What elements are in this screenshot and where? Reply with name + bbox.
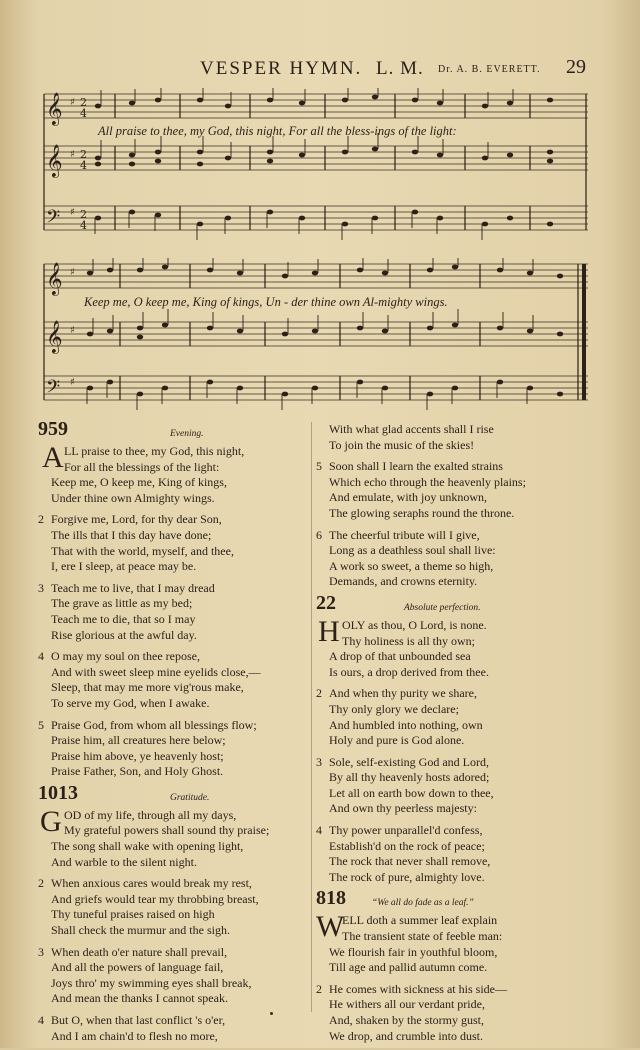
- verse-line: Under thine own Almighty wings.: [51, 490, 215, 505]
- music-staves-1: [40, 88, 588, 248]
- page-header: [0, 58, 640, 84]
- verse-line: And own thy peerless majesty:: [329, 801, 477, 816]
- verse-line: The transient state of feeble man:: [342, 929, 503, 944]
- verse-line: ELL doth a summer leaf explain: [342, 913, 498, 928]
- tune-title: VESPER HYMN.: [200, 58, 363, 79]
- verse-line: Let all on earth bow down to thee,: [329, 785, 494, 800]
- stanza-number: 2: [38, 512, 44, 527]
- stanza-number: 5: [38, 717, 44, 732]
- verse-line: He withers all our verdant pride,: [329, 997, 485, 1012]
- verse-line: Rise glorious at the awful day.: [51, 627, 197, 642]
- hymn-1013-stanza-2: [38, 876, 308, 938]
- hymn-1013-stanza-6: [316, 528, 606, 590]
- verse-line: My grateful powers shall sound thy praise;: [64, 823, 270, 838]
- svg-text:♯: ♯: [70, 149, 75, 160]
- verse-line: We drop, and crumble into dust.: [329, 1028, 484, 1043]
- hymn-1013-stanza-1: [38, 804, 308, 870]
- page-number: 29: [566, 56, 586, 78]
- svg-text:4: 4: [80, 107, 87, 120]
- verse-line: And with sweet sleep mine eyelids close,—: [51, 664, 261, 679]
- verse-line: Teach me to live, that I may dread: [51, 580, 215, 595]
- verse-line: Till age and pallid autumn come.: [329, 960, 488, 975]
- hymn-title: Gratitude.: [170, 792, 210, 803]
- verse-line: The grave as little as my bed;: [51, 596, 193, 611]
- verse-line: Praise Father, Son, and Holy Ghost.: [51, 764, 224, 779]
- drop-cap: W: [316, 910, 345, 944]
- hymn-959-header: [38, 418, 308, 444]
- hymn-title: “We all do fade as a leaf.”: [372, 898, 474, 909]
- column-divider: [311, 422, 312, 1012]
- stanza-number: 2: [316, 686, 322, 701]
- hymn-number: 1013: [38, 781, 78, 804]
- hymn-1013-continued-stanza-4: [316, 422, 606, 453]
- verse-line: And emulate, with joy unknown,: [329, 490, 487, 505]
- hymn-22-stanza-1: [316, 614, 606, 680]
- hymn-818-header: [316, 887, 606, 913]
- verse-line: To join the music of the skies!: [329, 437, 475, 452]
- hymn-number: 959: [38, 418, 68, 440]
- verse-line: And griefs would tear my throbbing breast,: [51, 891, 259, 906]
- stanza-number: 4: [316, 823, 322, 838]
- svg-text:♯: ♯: [70, 207, 75, 218]
- verse-line: Thy power unparallel'd confess,: [329, 823, 483, 838]
- verse-line: The rock that never shall remove,: [329, 854, 491, 869]
- verse-line: Praise him, all creatures here below;: [51, 733, 226, 748]
- svg-text:♯: ♯: [70, 325, 75, 336]
- svg-text:4: 4: [80, 219, 87, 232]
- verse-line: I, ere I sleep, at peace may be.: [51, 559, 197, 574]
- verse-line: Sleep, that may me more vig'rous make,: [51, 680, 244, 695]
- lyric-line-1: All praise to thee, my God, this night, For all the bless-ings of the light:: [98, 124, 457, 138]
- verse-line: The ills that I this day have done;: [51, 527, 212, 542]
- verse-line: O may my soul on thee repose,: [51, 649, 200, 664]
- hymn-1013-stanza-4: [38, 1013, 308, 1044]
- verse-line: A drop of that unbounded sea: [329, 649, 471, 664]
- music-system-1: [40, 88, 588, 248]
- verse-line: The rock of pure, almighty love.: [329, 869, 485, 884]
- verse-line: OD of my life, through all my days,: [64, 807, 237, 822]
- page-dot: [270, 1012, 273, 1015]
- verse-line: A work so sweet, a theme so high,: [329, 558, 494, 573]
- music-staves-2: [40, 258, 588, 418]
- verse-line: To serve my God, when I awake.: [51, 695, 210, 710]
- music-system-2: [40, 258, 588, 418]
- hymn-818-stanza-1: [316, 910, 606, 975]
- verse-line: And humbled into nothing, own: [329, 717, 483, 732]
- verse-line: The cheerful tribute will I give,: [329, 527, 480, 542]
- verse-line: Soon shall I learn the exalted strains: [329, 459, 503, 474]
- drop-cap: G: [40, 804, 62, 838]
- stanza-number: 2: [316, 981, 322, 996]
- hymn-959-stanza-4: [38, 649, 308, 711]
- verse-line: Sole, self-existing God and Lord,: [329, 754, 489, 769]
- verse-line: Thy tuneful praises raised on high: [51, 907, 215, 922]
- stanza-number: 6: [316, 527, 322, 542]
- verse-line: And all the powers of language fail,: [51, 960, 224, 975]
- stanza-number: 3: [316, 754, 322, 769]
- lyric-line-2: Keep me, O keep me, King of kings, Un - der thine own Al-mighty wings.: [84, 295, 448, 309]
- verse-line: Teach me to die, that so I may: [51, 611, 196, 626]
- hymn-number: 22: [316, 591, 336, 614]
- verse-line: We flourish fair in youthful bloom,: [329, 944, 498, 959]
- hymn-number: 818: [316, 887, 346, 910]
- composer: Dr. A. B. EVERETT.: [438, 64, 541, 75]
- stanza-number: 4: [38, 649, 44, 664]
- hymn-title: Absolute perfection.: [404, 602, 481, 613]
- verse-line: And mean the thanks I cannot speak.: [51, 991, 228, 1006]
- svg-text:𝄢: 𝄢: [46, 207, 61, 232]
- left-column: [38, 418, 308, 1050]
- stanza-number: 4: [38, 1013, 44, 1027]
- drop-cap: A: [42, 441, 64, 474]
- svg-text:𝄞: 𝄞: [46, 320, 63, 353]
- verse-line: When anxious cares would break my rest,: [51, 876, 252, 891]
- verse-line: Is ours, a drop derived from thee.: [329, 664, 489, 679]
- hymn-22-header: [316, 591, 606, 618]
- verse-line: LL praise to thee, my God, this night,: [64, 444, 245, 458]
- verse-line: And I am chain'd to flesh no more,: [51, 1028, 218, 1043]
- verse-line: Long as a deathless soul shall live:: [329, 543, 496, 558]
- svg-text:♯: ♯: [70, 97, 75, 108]
- verse-line: Joys thro' my swimming eyes shall break,: [51, 975, 252, 990]
- verse-line: OLY as thou, O Lord, is none.: [342, 617, 487, 632]
- verse-line: With what glad accents shall I rise: [329, 422, 494, 436]
- hymn-22-stanza-2: [316, 686, 606, 748]
- svg-text:2: 2: [80, 96, 87, 109]
- svg-text:𝄞: 𝄞: [46, 144, 63, 177]
- verse-line: Which echo through the heavenly plains;: [329, 474, 526, 489]
- verse-line: Shall check the murmur and the sigh.: [51, 923, 230, 938]
- drop-cap: H: [318, 614, 340, 648]
- svg-text:𝄞: 𝄞: [46, 262, 63, 295]
- tune-meter: L. M.: [376, 58, 424, 79]
- verse-line: And, shaken by the stormy gust,: [329, 1013, 484, 1027]
- verse-line: Thy only glory we declare;: [329, 701, 459, 716]
- svg-text:2: 2: [80, 148, 87, 161]
- hymn-1013-header: [38, 781, 308, 808]
- verse-line: Keep me, O keep me, King of kings,: [51, 475, 227, 490]
- stanza-number: 3: [38, 944, 44, 959]
- hymn-959-stanza-5: [38, 718, 308, 780]
- verse-line: Praise him above, ye heavenly host;: [51, 748, 224, 763]
- hymn-title: Evening.: [170, 429, 204, 439]
- hymn-818-stanza-2: [316, 982, 606, 1044]
- svg-text:4: 4: [80, 159, 87, 172]
- verse-line: But O, when that last conflict 's o'er,: [51, 1013, 226, 1027]
- verse-line: Holy and pure is God alone.: [329, 733, 465, 748]
- verse-line: And when thy purity we share,: [329, 686, 477, 701]
- verse-line: By all thy heavenly hosts adored;: [329, 770, 490, 785]
- verse-line: When death o'er nature shall prevail,: [51, 944, 228, 959]
- verse-line: Forgive me, Lord, for thy dear Son,: [51, 512, 222, 527]
- hymn-1013-stanza-5: [316, 459, 606, 521]
- hymn-959-stanza-1: [38, 441, 308, 506]
- hymn-22-stanza-3: [316, 755, 606, 817]
- svg-text:♯: ♯: [70, 377, 75, 388]
- stanza-number: 2: [38, 876, 44, 891]
- verse-line: The song shall wake with opening light,: [51, 839, 244, 854]
- svg-text:♯: ♯: [70, 267, 75, 278]
- verse-line: For all the blessings of the light:: [64, 459, 220, 474]
- hymn-959-stanza-3: [38, 581, 308, 643]
- stanza-number: 5: [316, 459, 322, 474]
- svg-text:𝄞: 𝄞: [46, 92, 63, 125]
- hymn-959-stanza-2: [38, 512, 308, 574]
- stanza-number: 3: [38, 580, 44, 595]
- verse-line: Establish'd on the rock of peace;: [329, 838, 485, 853]
- svg-text:2: 2: [80, 208, 87, 221]
- verse-line: Thy holiness is all thy own;: [342, 633, 475, 648]
- verse-line: And warble to the silent night.: [51, 854, 197, 869]
- right-column: [316, 422, 606, 1050]
- verse-line: He comes with sickness at his side—: [329, 981, 507, 996]
- svg-text:𝄢: 𝄢: [46, 377, 61, 402]
- verse-line: Demands, and crowns eternity.: [329, 574, 478, 589]
- verse-line: The glowing seraphs round the throne.: [329, 505, 515, 520]
- hymn-22-stanza-4: [316, 823, 606, 885]
- hymn-1013-stanza-3: [38, 945, 308, 1007]
- verse-line: That with the world, myself, and thee,: [51, 543, 234, 558]
- verse-line: Praise God, from whom all blessings flow;: [51, 717, 257, 732]
